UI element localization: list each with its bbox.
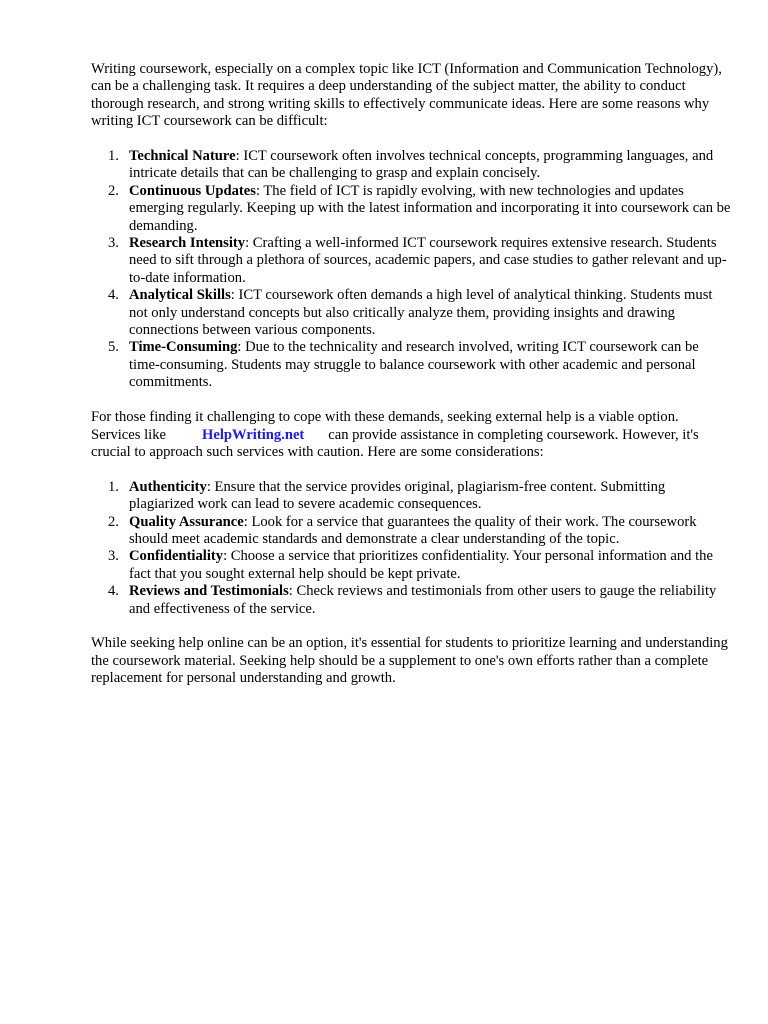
document-body — [91, 61, 731, 705]
list-item-separator: : — [235, 148, 240, 165]
list-item-number: 2. — [108, 513, 119, 530]
list-item — [91, 148, 731, 183]
list-item — [91, 235, 731, 287]
list-item — [91, 287, 731, 339]
list-item — [91, 514, 731, 549]
list-item-text: ICT coursework often involves technical concepts, programming languages, and intricate details that can be challenging to grasp and explain concisely. — [129, 148, 714, 182]
list-item-term: Time-Consuming — [129, 339, 238, 356]
list-item-text: The field of ICT is rapidly evolving, with new technologies and updates emerging regularly. Keeping up with the latest information and incorporating it into coursework can be demanding. — [129, 182, 731, 234]
list-item-separator: : — [288, 583, 293, 600]
services-text-before: For those finding it challenging to cope with these demands, seeking external help is a viable option. Services like — [91, 409, 679, 443]
list-item — [91, 583, 731, 618]
list-item-separator: : — [245, 235, 250, 252]
list-item-term: Authenticity — [129, 478, 207, 495]
list-item-separator: : — [223, 548, 228, 565]
list-item-term: Research Intensity — [129, 235, 246, 252]
list-item-number: 3. — [108, 548, 119, 565]
list-item-term: Analytical Skills — [129, 287, 231, 304]
considerations-list — [91, 479, 731, 618]
list-item-term: Quality Assurance — [129, 513, 244, 530]
list-item-number: 1. — [108, 148, 119, 165]
list-item-term: Reviews and Testimonials — [129, 583, 289, 600]
list-item-separator: : — [230, 287, 235, 304]
list-item-separator: : — [206, 478, 211, 495]
list-item-text: Crafting a well-informed ICT coursework requires extensive research. Students need to sift through a plethora of sources, academic papers, and case studies to gather relevant and up-to-date information. — [129, 235, 727, 286]
list-item — [91, 479, 731, 514]
list-item-term: Confidentiality — [129, 548, 224, 565]
list-item-number: 4. — [108, 583, 119, 600]
list-item-separator: : — [255, 182, 260, 199]
list-item-separator: : — [237, 339, 242, 356]
conclusion-paragraph: While seeking help online can be an option, it's essential for students to prioritize learning and understanding the coursework material. Seeking help should be a supplement to one's own efforts rather than a complete replacement for personal understanding and growth. — [91, 635, 728, 687]
services-text-after: can provide assistance in completing coursework. However, it's crucial to approach such services with caution. Here are some considerations: — [91, 426, 699, 460]
list-item-number: 2. — [108, 182, 119, 199]
list-item — [91, 339, 731, 391]
list-item — [91, 183, 731, 235]
list-item-number: 3. — [108, 235, 119, 252]
list-item-number: 1. — [108, 478, 119, 495]
helpwriting-link[interactable]: HelpWriting.net — [201, 426, 305, 443]
list-item-separator: : — [243, 513, 248, 530]
list-item-text: Check reviews and testimonials from other users to gauge the reliability and effectiveness of the service. — [129, 583, 717, 617]
list-item-text: Due to the technicality and research involved, writing ICT coursework can be time-consuming. Students may struggle to balance coursework with other academic and personal commitments. — [129, 339, 699, 391]
list-item — [91, 548, 731, 583]
reasons-list — [91, 148, 731, 392]
list-item-term: Technical Nature — [129, 148, 236, 165]
list-item-text: Ensure that the service provides original, plagiarism-free content. Submitting plagiarized work can lead to severe academic consequences. — [129, 478, 666, 513]
list-item-term: Continuous Updates — [129, 182, 256, 199]
intro-paragraph: Writing coursework, especially on a complex topic like ICT (Information and Communication Technology), can be a challenging task. It requires a deep understanding of the subject matter, the ability to conduct thorough research, and strong writing skills to effectively communicate ideas. Here are some reasons why writing ICT coursework can be difficult: — [91, 61, 722, 130]
list-item-text: Choose a service that prioritizes confidentiality. Your personal information and the fact that you sought external help should be kept private. — [129, 548, 713, 582]
list-item-text: Look for a service that guarantees the quality of their work. The coursework should meet academic standards and demonstrate a clear understanding of the topic. — [129, 513, 697, 547]
services-paragraph — [91, 409, 731, 461]
list-item-text: ICT coursework often demands a high level of analytical thinking. Students must not only understand concepts but also critically analyze them, providing insights and drawing connections between various components. — [129, 287, 713, 339]
list-item-number: 4. — [108, 287, 119, 304]
list-item-number: 5. — [108, 339, 119, 356]
